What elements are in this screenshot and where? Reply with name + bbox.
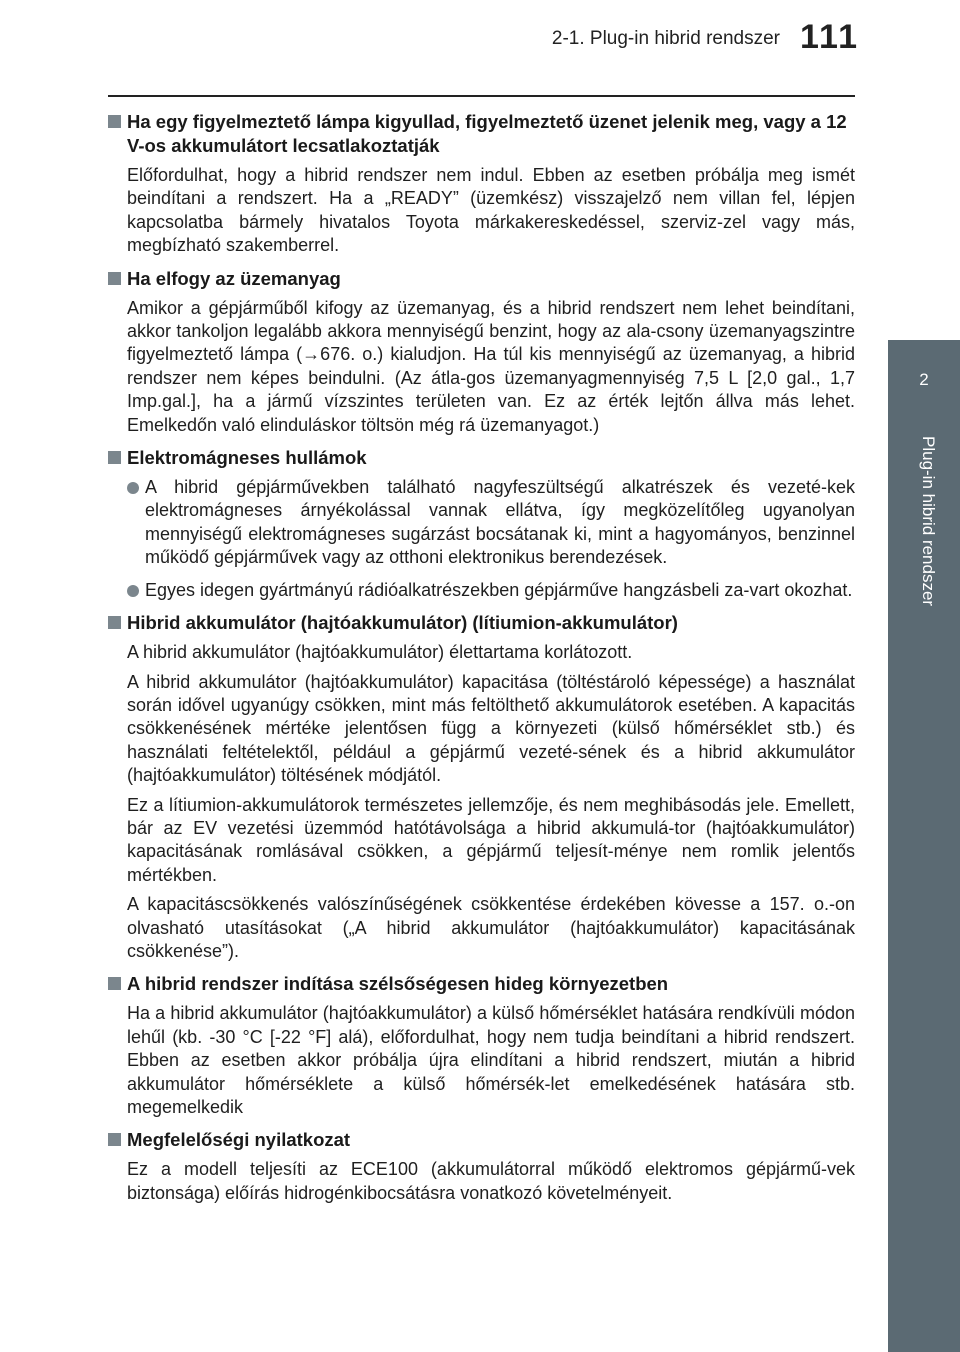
round-bullet-icon (127, 482, 139, 494)
square-bullet-icon (108, 977, 121, 990)
section-cold-start (108, 972, 855, 1119)
square-bullet-icon (108, 1133, 121, 1146)
section-heading-text: Megfelelőségi nyilatkozat (127, 1129, 351, 1151)
section-heading-text: Ha egy figyelmeztető lámpa kigyullad, figyelmeztető üzenet jelenik meg, vagy a 12 V-os akkumulátort lecsatlakoztatják (127, 111, 847, 156)
chapter-tab-label: Plug-in hibrid rendszer (919, 436, 938, 607)
section-heading-text: Elektromágneses hullámok (127, 447, 367, 469)
bullet-item (108, 579, 855, 602)
section-heading-text: Ha elfogy az üzemanyag (127, 267, 341, 289)
section-heading (108, 1128, 855, 1152)
paragraph: Ez a lítiumion-akkumulátorok természetes jellemzője, és nem meghibásodás jele. Emellett, bár az EV vezetési üzemmód hatótávolsága a hibrid akkumulá-tor (hajtóakkumulátor) kapacitásának romlásával csökken, a gépjármű teljesít-ménye nem romlik jelentős mértékben. (127, 794, 855, 885)
paragraph: Ha a hibrid akkumulátor (hajtóakkumulátor) a külső hőmérséklet hatására rendkívüli módon lehűl (kb. -30 °C [-22 °F] alá), előfordulhat, hogy nem tudja beindítani a hibrid rendszert. Ebben az esetben akkor próbálja újra elindítani a hibrid rendszert, miután a hibrid akkumulátor hőmérséklete a külső hőmérsék-let emelkedésének hatására stb. megemelkedik (127, 1003, 855, 1117)
square-bullet-icon (108, 115, 121, 128)
paragraph: Ez a modell teljesíti az ECE100 (akkumulátorral működő elektromos gépjármű-vek biztonsága) előírás hidrogénkibocsátásra vonatkozó követelményeit. (127, 1159, 855, 1203)
paragraph: Amikor a gépjárműből kifogy az üzemanyag, és a hibrid rendszert nem lehet beindítani, akkor tankoljon legalább akkora mennyiségű benzint, hogy az ala-csony üzemanyagszintre figyelmeztető lámpa (→676. o.) kialudjon. Ha túl kis mennyiségű az üzemanyag, a hibrid rendszer nem képes beindulni. (Az átla-gos üzemanyagmennyiség 7,5 L [2,0 gal., 1,7 Imp.gal.], ha a jármű vízszintes területen van. Ez az érték lejtőn állva más lehet. Emelkedőn való elinduláskor töltsön még rá üzemanyagot.) (127, 297, 855, 435)
paragraph: Előfordulhat, hogy a hibrid rendszer nem indul. Ebben az esetben próbálja meg ismét beindítani a rendszert. Ha a „READY” (üzemkész) visszajelző nem villan fel, lépjen kapcsolatba bármely hivatalos Toyota márkakereskedéssel, szerviz-zel vagy más, megbízható szakemberrel. (127, 165, 855, 256)
square-bullet-icon (108, 451, 121, 464)
section-heading (108, 267, 855, 291)
section-heading (108, 611, 855, 635)
section-heading (108, 972, 855, 996)
section-electromagnetic-waves (108, 446, 855, 602)
paragraph: A hibrid akkumulátor (hajtóakkumulátor) kapacitása (töltéstároló képessége) a használat során idővel ugyanúgy csökken, mint más feltölthető akkumulátorok esetében. A kapacitás csökkenésének mértéke jelentősen függ a környezeti (külső hőmérséklet stb.) és használati feltételektől, például a gépjármű vezeté-sének és a hibrid akkumulátor (hajtóakkumulátor) töltésének módjától. (127, 671, 855, 786)
section-out-of-fuel (108, 267, 855, 437)
paragraph: A hibrid akkumulátor (hajtóakkumulátor) élettartama korlátozott. (127, 642, 633, 663)
running-header-section-title: 2-1. Plug-in hibrid rendszer (551, 28, 780, 49)
chapter-tab-number: 2 (888, 340, 960, 420)
square-bullet-icon (108, 272, 121, 285)
section-warning-lamp (108, 110, 855, 258)
header-divider (108, 95, 855, 97)
page-number: 111 (800, 18, 859, 56)
section-declaration-of-conformity (108, 1128, 855, 1205)
square-bullet-icon (108, 616, 121, 629)
round-bullet-icon (127, 585, 139, 597)
paragraph: A kapacitáscsökkenés valószínűségének csökkentése érdekében kövesse a 157. o.-on olvasható utasításokat („A hibrid akkumulátor (hajtóakkumulátor) kapacitásának csökkenése”). (127, 894, 855, 961)
bullet-text: A hibrid gépjárművekben található nagyfeszültségű alkatrészek és vezeté-kek elektromágneses árnyékolással vannak ellátva, így megközelítőleg ugyanolyan mennyiségű elektromágneses sugárzást bocsátanak ki, mint a hagyományos, benzinnel működő gépjárművek vagy az otthoni elektronikus berendezések. (145, 477, 855, 568)
section-heading-text: Hibrid akkumulátor (hajtóakkumulátor) (lítiumion-akkumulátor) (127, 612, 678, 634)
section-heading (108, 110, 855, 158)
bullet-item (108, 476, 855, 570)
section-heading-text: A hibrid rendszer indítása szélsőségesen hideg környezetben (127, 973, 669, 995)
section-hybrid-battery (108, 611, 855, 963)
page-body (108, 110, 855, 1214)
section-heading (108, 446, 855, 470)
bullet-text: Egyes idegen gyártmányú rádióalkatrészekben gépjárműve hangzásbeli za-vart okozhat. (145, 579, 853, 600)
